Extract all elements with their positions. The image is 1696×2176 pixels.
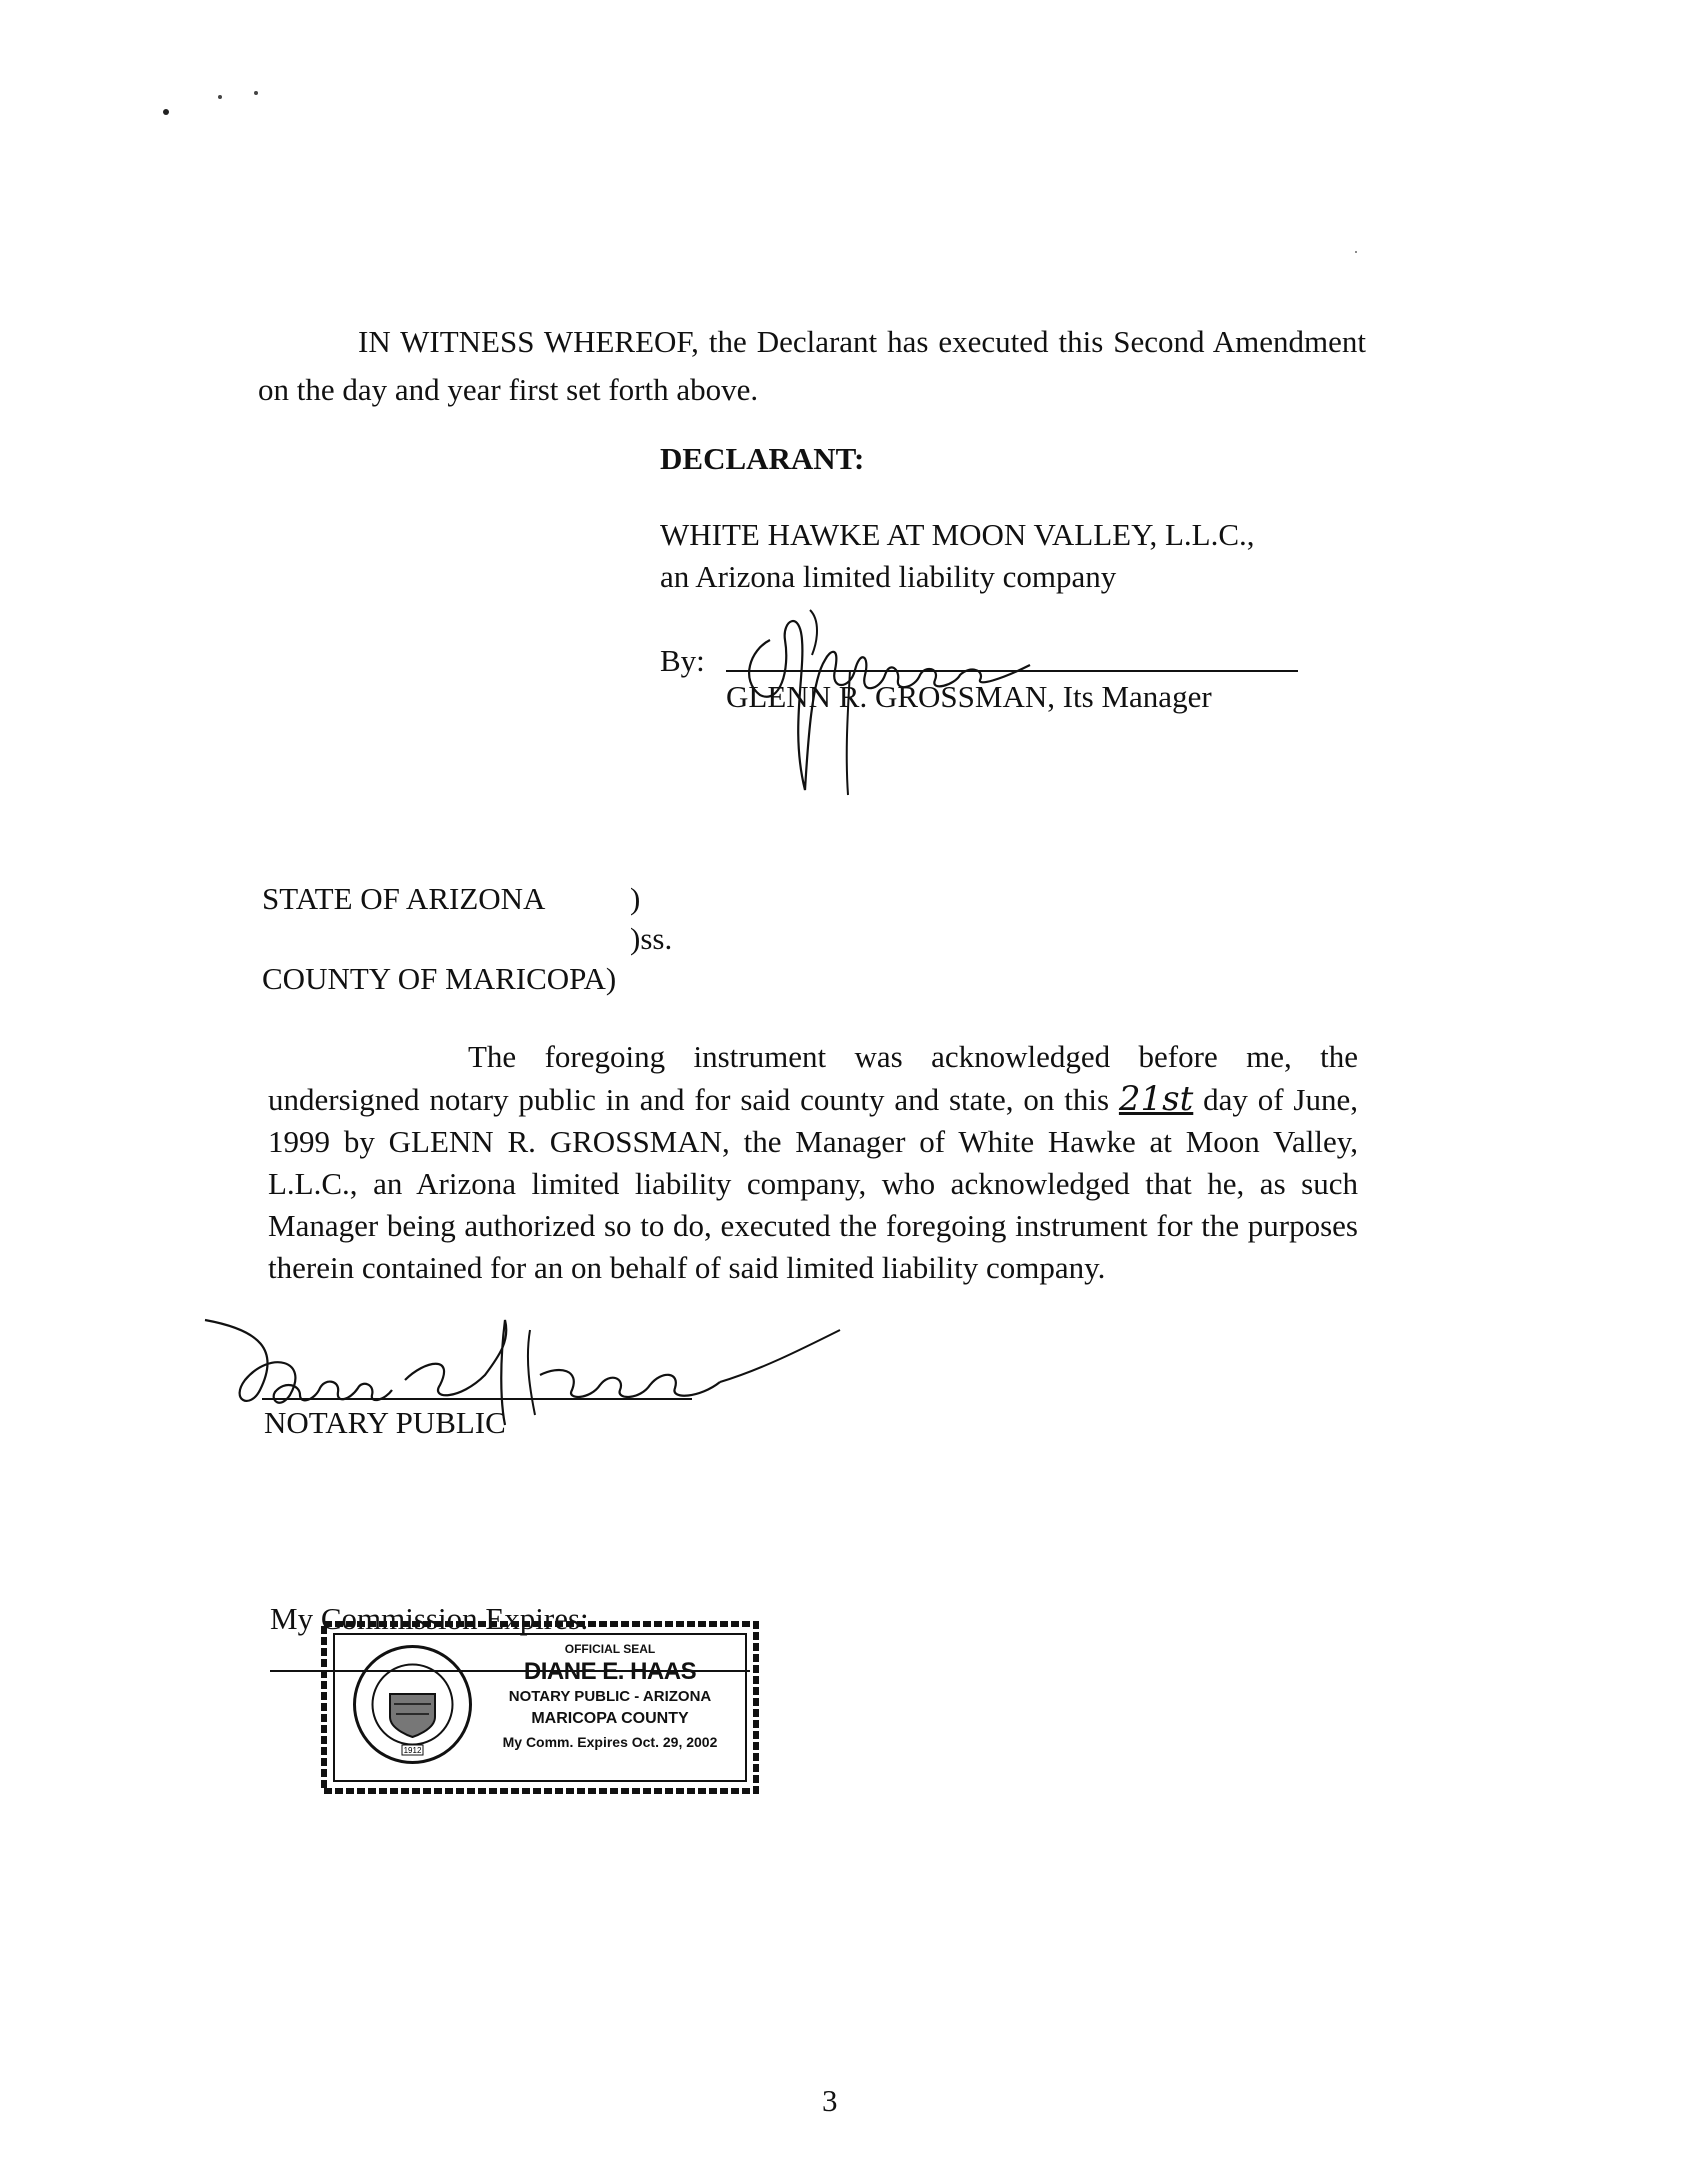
manager-signature xyxy=(730,580,1070,800)
commission-label: My Commission Expires: xyxy=(270,1601,589,1636)
acknowledgment-text-2: day of June, 1999 by GLENN R. GROSSMAN, the Manager of White Hawke at Moon Valley, L.L.C., an Arizona limited liability company, who acknowledged that he, as such Manager being authorized so to do, executed the foregoing instrument for the purposes therein contained for an on behalf of said limited liability company. xyxy=(268,1082,1359,1285)
seal-line-4: MARICOPA COUNTY xyxy=(531,1710,689,1727)
by-label: By: xyxy=(660,643,705,678)
venue-ss: )ss. xyxy=(630,921,673,956)
notary-signature-line xyxy=(262,1398,692,1400)
page-number: 3 xyxy=(822,2083,838,2118)
notary-public-label: NOTARY PUBLIC xyxy=(264,1405,506,1440)
declarant-heading: DECLARANT: xyxy=(660,441,865,476)
venue-state-paren: ) xyxy=(630,881,641,916)
signer-title: GLENN R. GROSSMAN, Its Manager xyxy=(726,679,1212,714)
acknowledgment-day: 21st xyxy=(1118,1079,1194,1119)
seal-line-3: NOTARY PUBLIC - ARIZONA xyxy=(508,1688,712,1705)
venue-county: COUNTY OF MARICOPA) xyxy=(262,961,617,996)
witness-paragraph: IN WITNESS WHEREOF, the Declarant has executed this Second Amendment on the day and year first set forth above. xyxy=(258,324,1366,407)
acknowledgment-paragraph xyxy=(268,1036,1358,1289)
seal-emblem-year: 1912 xyxy=(403,1746,422,1755)
company-name: WHITE HAWKE AT MOON VALLEY, L.L.C., xyxy=(660,517,1255,552)
notary-seal-stamp xyxy=(320,1620,760,1795)
seal-line-2: DIANE E. HAAS xyxy=(523,1658,697,1685)
acknowledgment-text-1: The foregoing instrument was acknowledged before me, the undersigned notary public in and for said county and state, on this xyxy=(268,1039,1358,1117)
arizona-seal-emblem xyxy=(350,1642,475,1767)
scan-specks xyxy=(0,0,1696,200)
venue-state: STATE OF ARIZONA xyxy=(262,881,546,916)
company-type: an Arizona limited liability company xyxy=(660,559,1117,594)
seal-line-1: OFFICIAL SEAL xyxy=(564,1642,656,1656)
seal-line-5: My Comm. Expires Oct. 29, 2002 xyxy=(502,1734,718,1750)
